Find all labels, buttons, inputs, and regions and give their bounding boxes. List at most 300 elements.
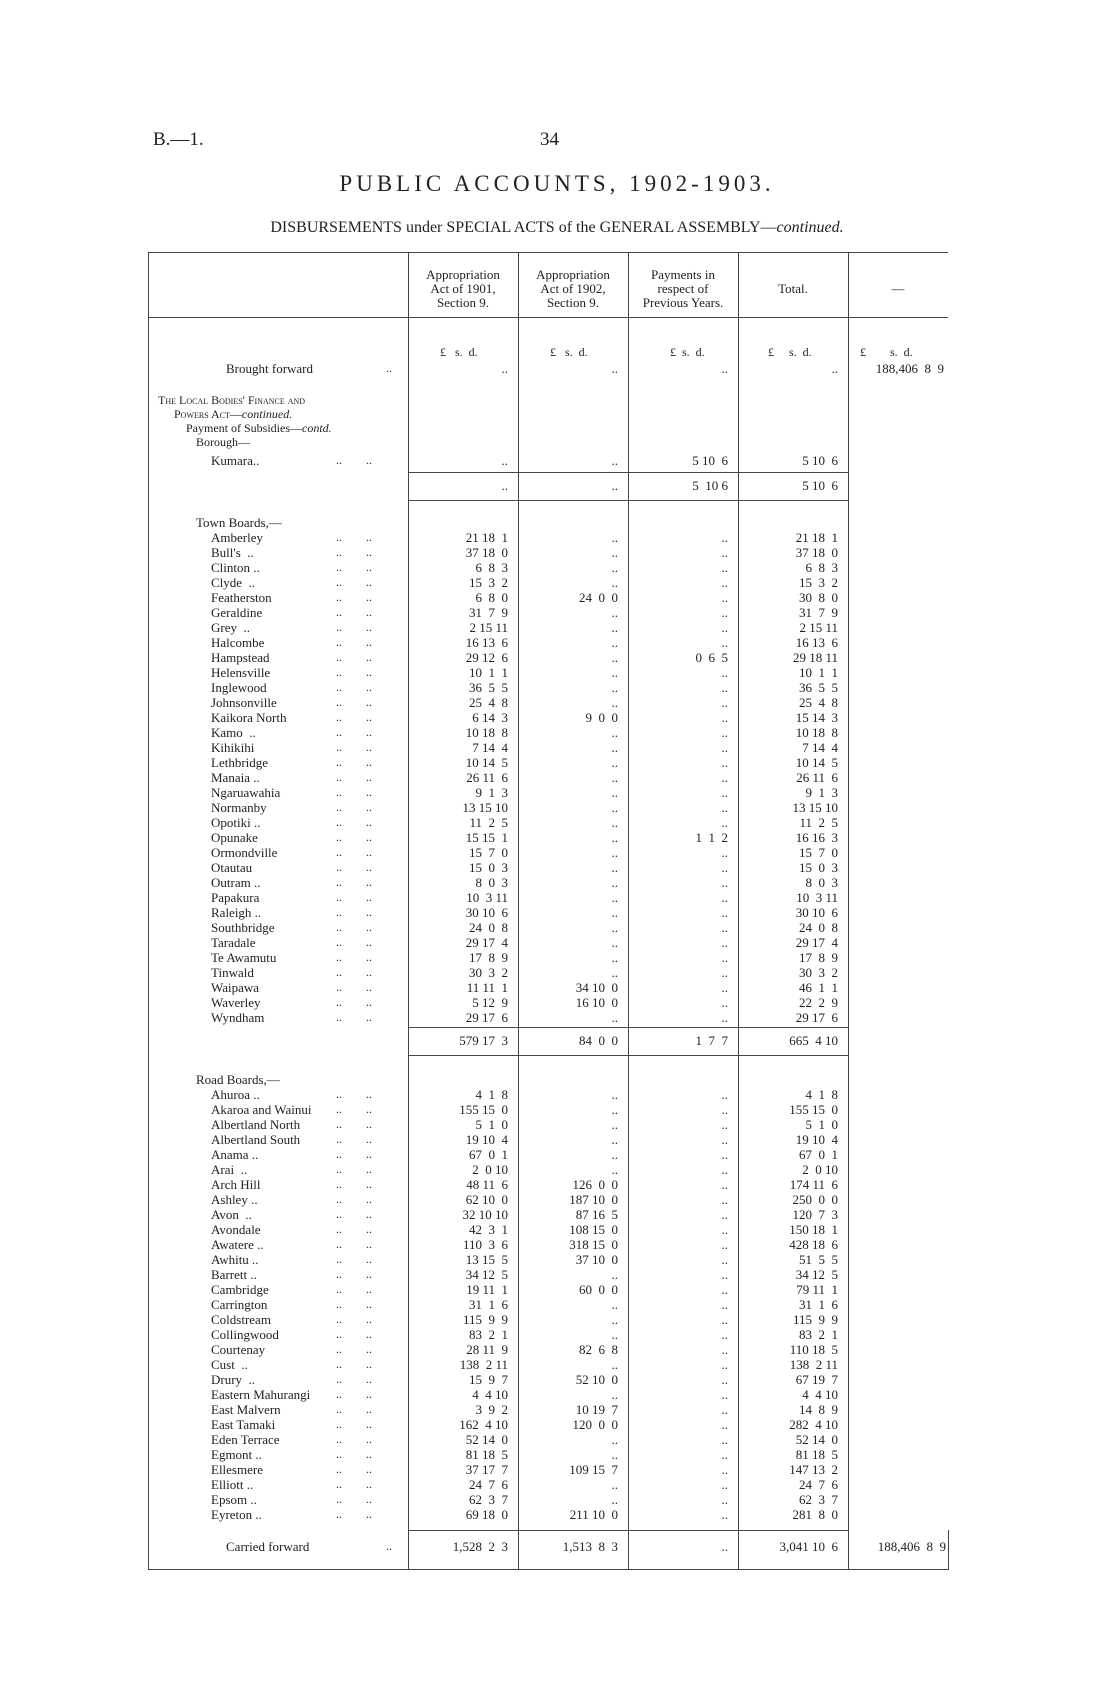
row-name: Ormondville (211, 845, 278, 860)
row-amount-col1: 62 3 7 (469, 1492, 508, 1507)
leader-dots: .. .. (336, 710, 372, 724)
row-amount-col4: 115 9 9 (792, 1312, 838, 1327)
row-amount-col3: .. (721, 545, 728, 560)
row-amount-col2: .. (611, 680, 618, 695)
row-amount-col2: 34 10 0 (575, 980, 618, 995)
row-amount-col3: .. (721, 635, 728, 650)
row-amount-col2: .. (611, 935, 618, 950)
row-name: Lethbridge (211, 755, 269, 770)
row-name: Kihikihi (211, 740, 255, 755)
row-amount-col3: .. (721, 1132, 728, 1147)
table-top-rule (148, 252, 948, 253)
row-amount-col2: 187 10 0 (569, 1192, 618, 1207)
row-amount-col2: .. (611, 905, 618, 920)
leader-dots: .. .. (336, 1507, 372, 1521)
row-name: Ellesmere (211, 1462, 263, 1477)
row-amount-col2: .. (611, 1297, 618, 1312)
row-amount-col1: 69 18 0 (465, 1507, 508, 1522)
row-amount-col4: 10 18 8 (795, 725, 838, 740)
row-amount-col4: 30 3 2 (799, 965, 838, 980)
unit-col2: £ s. d. (550, 345, 588, 359)
row-amount-col2: .. (611, 1102, 618, 1117)
leader-dots: .. .. (336, 1372, 372, 1386)
brought-forward-col1: .. (501, 361, 508, 376)
brought-forward-col2: .. (611, 361, 618, 376)
header-dash (848, 282, 948, 296)
row-amount-col1: 8 0 3 (475, 875, 508, 890)
row-amount-col4: 281 8 0 (792, 1507, 838, 1522)
row-amount-col2: .. (611, 830, 618, 845)
row-amount-col2: .. (611, 740, 618, 755)
leader-dots: .. .. (336, 665, 372, 679)
row-amount-col2: .. (611, 1010, 618, 1025)
row-amount-col3: .. (721, 1282, 728, 1297)
leader-dots: .. .. (336, 1387, 372, 1401)
row-name: Eastern Mahurangi (211, 1387, 311, 1402)
leader-dots: .. .. (336, 815, 372, 829)
row-amount-col4: 29 17 4 (795, 935, 838, 950)
row-amount-col2: .. (611, 725, 618, 740)
header-appropriation-1901 (408, 268, 518, 310)
row-amount-col1: 6 8 3 (475, 560, 508, 575)
leader-dots: .. .. (336, 1010, 372, 1024)
row-amount-col4: 16 13 6 (795, 635, 838, 650)
row-amount-col2: 108 15 0 (569, 1222, 618, 1237)
leader-dots: .. .. (336, 890, 372, 904)
row-amount-col3: .. (721, 1417, 728, 1432)
row-amount-col3: .. (721, 1327, 728, 1342)
row-name: Kumara.. (211, 453, 260, 468)
row-amount-col2: .. (611, 770, 618, 785)
row-name: Outram .. (211, 875, 261, 890)
row-amount-col1: 4 1 8 (475, 1087, 508, 1102)
leader-dots: .. .. (336, 620, 372, 634)
leader-dots: .. .. (336, 755, 372, 769)
row-amount-col1: 48 11 6 (466, 1177, 508, 1192)
row-amount-col4: 2 15 11 (799, 620, 838, 635)
row-amount-col4: 52 14 0 (795, 1432, 838, 1447)
row-amount-col1: 19 11 1 (466, 1282, 508, 1297)
row-amount-col3: .. (721, 1387, 728, 1402)
leader-dots: .. .. (336, 1132, 372, 1146)
leader-dots: .. .. (336, 1162, 372, 1176)
row-amount-col4: 29 18 11 (792, 650, 838, 665)
row-amount-col4: 2 0 10 (802, 1162, 838, 1177)
row-amount-col3: .. (721, 725, 728, 740)
row-amount-col3: .. (721, 1222, 728, 1237)
row-amount-col1: 6 14 3 (472, 710, 508, 725)
row-amount-col4: 10 14 5 (795, 755, 838, 770)
row-amount-col2: .. (611, 530, 618, 545)
row-amount-col3: .. (721, 1357, 728, 1372)
row-amount-col1: 24 0 8 (469, 920, 508, 935)
row-amount-col3: .. (721, 935, 728, 950)
row-amount-col3: .. (721, 890, 728, 905)
row-amount-col4: 17 8 9 (799, 950, 838, 965)
row-amount-col1: 115 9 9 (462, 1312, 508, 1327)
carried-forward-col4: 3,041 10 6 (779, 1539, 838, 1554)
row-amount-col2: 37 10 0 (575, 1252, 618, 1267)
subsidies-heading (158, 421, 332, 435)
row-amount-col2: 126 0 0 (572, 1177, 618, 1192)
leader-dots: .. .. (336, 530, 372, 544)
leader-dots: .. .. (336, 453, 372, 467)
row-amount-col4: 36 5 5 (799, 680, 838, 695)
row-amount-col3: .. (721, 770, 728, 785)
brought-forward-col5: 188,406 8 9 (875, 361, 944, 376)
leader-dots: .. .. (336, 695, 372, 709)
row-amount-col1: 34 12 5 (465, 1267, 508, 1282)
row-amount-col2: .. (611, 545, 618, 560)
subtitle-continued: continued. (776, 219, 844, 236)
header-appropriation-1902 (518, 268, 628, 310)
row-amount-col3: .. (721, 815, 728, 830)
row-amount-col3: .. (721, 1507, 728, 1522)
row-name: Amberley (211, 530, 263, 545)
row-amount-col1: 3 9 2 (475, 1402, 508, 1417)
row-name: Egmont .. (211, 1447, 262, 1462)
row-amount-col2: .. (611, 950, 618, 965)
row-amount-col3: .. (721, 680, 728, 695)
row-amount-col2: .. (611, 1162, 618, 1177)
row-amount-col4: 250 0 0 (792, 1192, 838, 1207)
row-amount-col4: 24 0 8 (799, 920, 838, 935)
row-amount-col2: .. (611, 860, 618, 875)
row-amount-col1: 25 4 8 (469, 695, 508, 710)
row-name: Featherston (211, 590, 272, 605)
row-amount-col4: 29 17 6 (795, 1010, 838, 1025)
row-amount-col3: .. (721, 1102, 728, 1117)
subtotal-col4: 665 4 10 (789, 1033, 838, 1048)
carried-forward-col5: 188,406 8 9 (877, 1539, 946, 1554)
row-amount-col2: .. (611, 695, 618, 710)
town-boards-heading: Town Boards,— (196, 515, 282, 530)
row-amount-col1: 162 4 10 (459, 1417, 508, 1432)
row-amount-col1: 21 18 1 (465, 530, 508, 545)
row-amount-col3: .. (721, 1447, 728, 1462)
row-amount-col4: 19 10 4 (795, 1132, 838, 1147)
row-name: Halcombe (211, 635, 265, 650)
leader-dots: .. .. (336, 860, 372, 874)
row-amount-col4: 81 18 5 (795, 1447, 838, 1462)
leader-dots: .. .. (336, 1417, 372, 1431)
row-name: Helensville (211, 665, 271, 680)
leader-dots: .. .. (336, 1342, 372, 1356)
row-amount-col3: .. (721, 1010, 728, 1025)
row-amount-col3: 0 6 5 (695, 650, 728, 665)
row-amount-col3: .. (721, 560, 728, 575)
leader-dots: .. .. (336, 800, 372, 814)
row-name: East Malvern (211, 1402, 281, 1417)
leader-dots: .. .. (336, 950, 372, 964)
row-amount-col4: 31 1 6 (799, 1297, 838, 1312)
row-amount-col4: 15 3 2 (799, 575, 838, 590)
row-name: Cambridge (211, 1282, 269, 1297)
row-amount-col1: 10 18 8 (465, 725, 508, 740)
row-amount-col4: 155 15 0 (789, 1102, 838, 1117)
row-amount-col1: 67 0 1 (469, 1147, 508, 1162)
leader-dots: .. .. (336, 920, 372, 934)
row-amount-col1: 15 15 1 (465, 830, 508, 845)
row-amount-col1: 10 3 11 (466, 890, 508, 905)
row-name: Opotiki .. (211, 815, 261, 830)
row-amount-col4: 10 3 11 (796, 890, 838, 905)
leader-dots: .. .. (336, 1222, 372, 1236)
row-amount-col3: .. (721, 800, 728, 815)
leader-dots: .. .. (336, 1477, 372, 1491)
row-amount-col3: .. (721, 845, 728, 860)
row-amount-col1: .. (501, 453, 508, 468)
row-name: Papakura (211, 890, 260, 905)
row-amount-col2: 24 0 0 (579, 590, 618, 605)
row-amount-col2: 87 16 5 (575, 1207, 618, 1222)
row-name: Eden Terrace (211, 1432, 280, 1447)
subtitle-text: DISBURSEMENTS under SPECIAL ACTS of the GENERAL ASSEMBLY— (270, 219, 777, 236)
row-amount-col3: .. (721, 1492, 728, 1507)
row-amount-col1: 37 18 0 (465, 545, 508, 560)
row-name: Barrett .. (211, 1267, 257, 1282)
row-amount-col1: 19 10 4 (465, 1132, 508, 1147)
row-amount-col2: 211 10 0 (569, 1507, 618, 1522)
header-line: Payments in (651, 267, 715, 282)
row-amount-col2: .. (611, 650, 618, 665)
subtotal-col3: 5 10 6 (692, 478, 728, 493)
row-name: Raleigh .. (211, 905, 262, 920)
row-amount-col3: .. (721, 1252, 728, 1267)
header-line: respect of (657, 281, 709, 296)
row-amount-col4: 428 18 6 (789, 1237, 838, 1252)
leader-dots: .. .. (336, 1102, 372, 1116)
row-name: Cust .. (211, 1357, 248, 1372)
row-amount-col1: 26 11 6 (466, 770, 508, 785)
leader-dots: .. .. (336, 725, 372, 739)
leader-dots: .. .. (336, 605, 372, 619)
row-amount-col3: .. (721, 1237, 728, 1252)
header-line: Section 9. (437, 295, 489, 310)
row-amount-col2: .. (611, 1327, 618, 1342)
unit-col3: £ s. d. (670, 345, 705, 359)
row-name: Hampstead (211, 650, 270, 665)
row-amount-col3: .. (721, 695, 728, 710)
row-amount-col3: .. (721, 1342, 728, 1357)
row-amount-col2: .. (611, 1267, 618, 1282)
leader-dots: .. .. (336, 935, 372, 949)
town-subtotal-rule (408, 1027, 848, 1028)
row-name: Kaikora North (211, 710, 287, 725)
row-amount-col2: .. (611, 815, 618, 830)
row-amount-col4: 4 4 10 (802, 1387, 838, 1402)
row-amount-col3: .. (721, 1162, 728, 1177)
row-amount-col4: 147 13 2 (789, 1462, 838, 1477)
row-amount-col2: .. (611, 605, 618, 620)
row-amount-col4: 30 10 6 (795, 905, 838, 920)
row-amount-col4: 30 8 0 (799, 590, 838, 605)
row-amount-col2: .. (611, 1387, 618, 1402)
row-name: Ashley .. (211, 1192, 258, 1207)
row-amount-col3: .. (721, 755, 728, 770)
subsidies-contd: contd. (302, 421, 332, 435)
row-name: Grey .. (211, 620, 250, 635)
act-title: The Local Bodies' Finance and (158, 393, 306, 407)
row-amount-col4: 5 1 0 (805, 1117, 838, 1132)
row-amount-col3: .. (721, 1372, 728, 1387)
row-amount-col3: .. (721, 965, 728, 980)
row-name: Ahuroa .. (211, 1087, 260, 1102)
page-title: PUBLIC ACCOUNTS, 1902-1903. (339, 171, 775, 196)
header-bottom-rule (148, 317, 948, 318)
row-amount-col1: 32 10 10 (462, 1207, 508, 1222)
leader-dots: .. .. (336, 1447, 372, 1461)
row-amount-col1: 30 3 2 (469, 965, 508, 980)
row-amount-col2: 120 0 0 (572, 1417, 618, 1432)
row-amount-col2: .. (611, 665, 618, 680)
leader-dots: .. .. (336, 965, 372, 979)
row-name: Clinton .. (211, 560, 260, 575)
row-amount-col1: 7 14 4 (472, 740, 508, 755)
row-name: Waipawa (211, 980, 260, 995)
leader-dots: .. .. (336, 650, 372, 664)
row-amount-col4: 37 18 0 (795, 545, 838, 560)
row-amount-col3: .. (721, 1177, 728, 1192)
row-amount-col4: 13 15 10 (792, 800, 838, 815)
row-amount-col2: .. (611, 560, 618, 575)
row-amount-col1: 29 12 6 (465, 650, 508, 665)
row-amount-col1: 9 1 3 (475, 785, 508, 800)
row-amount-col2: .. (611, 575, 618, 590)
row-amount-col4: 26 11 6 (796, 770, 838, 785)
leader-dots: .. .. (336, 1117, 372, 1131)
row-amount-col4: 8 0 3 (805, 875, 838, 890)
row-amount-col2: .. (611, 965, 618, 980)
row-name: Avondale (211, 1222, 261, 1237)
page-number: 34 (540, 129, 559, 150)
leader-dots: .. .. (336, 1402, 372, 1416)
row-amount-col4: 4 1 8 (805, 1087, 838, 1102)
row-amount-col2: 52 10 0 (575, 1372, 618, 1387)
row-amount-col2: 318 15 0 (569, 1237, 618, 1252)
row-amount-col4: 174 11 6 (789, 1177, 838, 1192)
row-amount-col1: 81 18 5 (465, 1447, 508, 1462)
header-line: Act of 1902, (540, 281, 606, 296)
subsidies-text: Payment of Subsidies— (186, 421, 302, 435)
row-amount-col3: 5 10 6 (692, 453, 728, 468)
row-name: Arai .. (211, 1162, 248, 1177)
row-amount-col1: 30 10 6 (465, 905, 508, 920)
row-amount-col1: 13 15 10 (462, 800, 508, 815)
row-amount-col1: 5 12 9 (472, 995, 508, 1010)
row-amount-col4: 46 1 1 (799, 980, 838, 995)
row-amount-col2: .. (611, 1087, 618, 1102)
row-amount-col3: .. (721, 920, 728, 935)
leader-dots: .. .. (336, 1087, 372, 1101)
leader-dots: .. (386, 1539, 392, 1553)
leader-dots: .. .. (336, 1432, 372, 1446)
subtotal-col1: 579 17 3 (459, 1033, 508, 1048)
row-amount-col3: .. (721, 1477, 728, 1492)
row-amount-col1: 28 11 9 (466, 1342, 508, 1357)
row-amount-col4: 51 5 5 (799, 1252, 838, 1267)
row-amount-col1: 62 10 0 (465, 1192, 508, 1207)
row-amount-col1: 42 3 1 (469, 1222, 508, 1237)
row-amount-col2: 109 15 7 (569, 1462, 618, 1477)
row-amount-col4: 120 7 3 (792, 1207, 838, 1222)
row-amount-col3: .. (721, 665, 728, 680)
row-name: Southbridge (211, 920, 275, 935)
row-amount-col2: .. (611, 1447, 618, 1462)
row-amount-col4: 16 16 3 (795, 830, 838, 845)
row-amount-col4: 25 4 8 (799, 695, 838, 710)
act-title-line2 (158, 407, 332, 421)
leader-dots: .. .. (336, 830, 372, 844)
header-line: Appropriation (426, 267, 500, 282)
row-name: Akaroa and Wainui (211, 1102, 312, 1117)
row-name: East Tamaki (211, 1417, 276, 1432)
row-amount-col2: .. (611, 1432, 618, 1447)
row-name: Collingwood (211, 1327, 279, 1342)
row-amount-col4: 7 14 4 (802, 740, 838, 755)
row-amount-col1: 13 15 5 (465, 1252, 508, 1267)
row-name: Johnsonville (211, 695, 277, 710)
carried-forward-rule (408, 1530, 848, 1531)
row-amount-col1: 83 2 1 (469, 1327, 508, 1342)
row-amount-col1: 10 1 1 (469, 665, 508, 680)
town-subtotal-underrule (408, 1055, 848, 1056)
row-name: Te Awamutu (211, 950, 277, 965)
row-amount-col4: 5 10 6 (802, 453, 838, 468)
col5-left-rule (848, 252, 849, 1570)
row-amount-col2: .. (611, 1117, 618, 1132)
row-name: Avon .. (211, 1207, 252, 1222)
row-amount-col3: .. (721, 530, 728, 545)
row-amount-col1: 17 8 9 (469, 950, 508, 965)
row-amount-col4: 15 14 3 (795, 710, 838, 725)
road-boards-heading: Road Boards,— (196, 1072, 280, 1087)
row-amount-col4: 34 12 5 (795, 1267, 838, 1282)
row-amount-col1: 16 13 6 (465, 635, 508, 650)
leader-dots: .. .. (336, 770, 372, 784)
subtotal-col1: .. (501, 478, 508, 493)
row-amount-col3: .. (721, 1087, 728, 1102)
act-powers: Powers Act— (174, 407, 242, 421)
row-amount-col3: .. (721, 605, 728, 620)
row-amount-col4: 6 8 3 (805, 560, 838, 575)
row-amount-col4: 14 8 9 (799, 1402, 838, 1417)
row-amount-col3: .. (721, 575, 728, 590)
row-amount-col1: 15 0 3 (469, 860, 508, 875)
header-line: Appropriation (536, 267, 610, 282)
row-amount-col4: 110 18 5 (789, 1342, 838, 1357)
unit-col5: £ s. d. (860, 345, 913, 359)
row-amount-col2: .. (611, 1312, 618, 1327)
row-name: Bull's .. (211, 545, 254, 560)
row-amount-col3: .. (721, 860, 728, 875)
row-amount-col4: 15 7 0 (799, 845, 838, 860)
row-name: Kamo .. (211, 725, 256, 740)
row-name: Geraldine (211, 605, 263, 620)
row-amount-col4: 15 0 3 (799, 860, 838, 875)
row-amount-col3: .. (721, 995, 728, 1010)
leader-dots: .. .. (336, 845, 372, 859)
row-amount-col1: 6 8 0 (475, 590, 508, 605)
row-amount-col2: .. (611, 845, 618, 860)
carried-forward-col1: 1,528 2 3 (452, 1539, 508, 1554)
row-amount-col3: .. (721, 1192, 728, 1207)
row-amount-col3: .. (721, 1117, 728, 1132)
header-line: Act of 1901, (430, 281, 496, 296)
row-amount-col2: .. (611, 635, 618, 650)
row-amount-col1: 36 5 5 (469, 680, 508, 695)
table-left-rule (148, 252, 149, 1570)
